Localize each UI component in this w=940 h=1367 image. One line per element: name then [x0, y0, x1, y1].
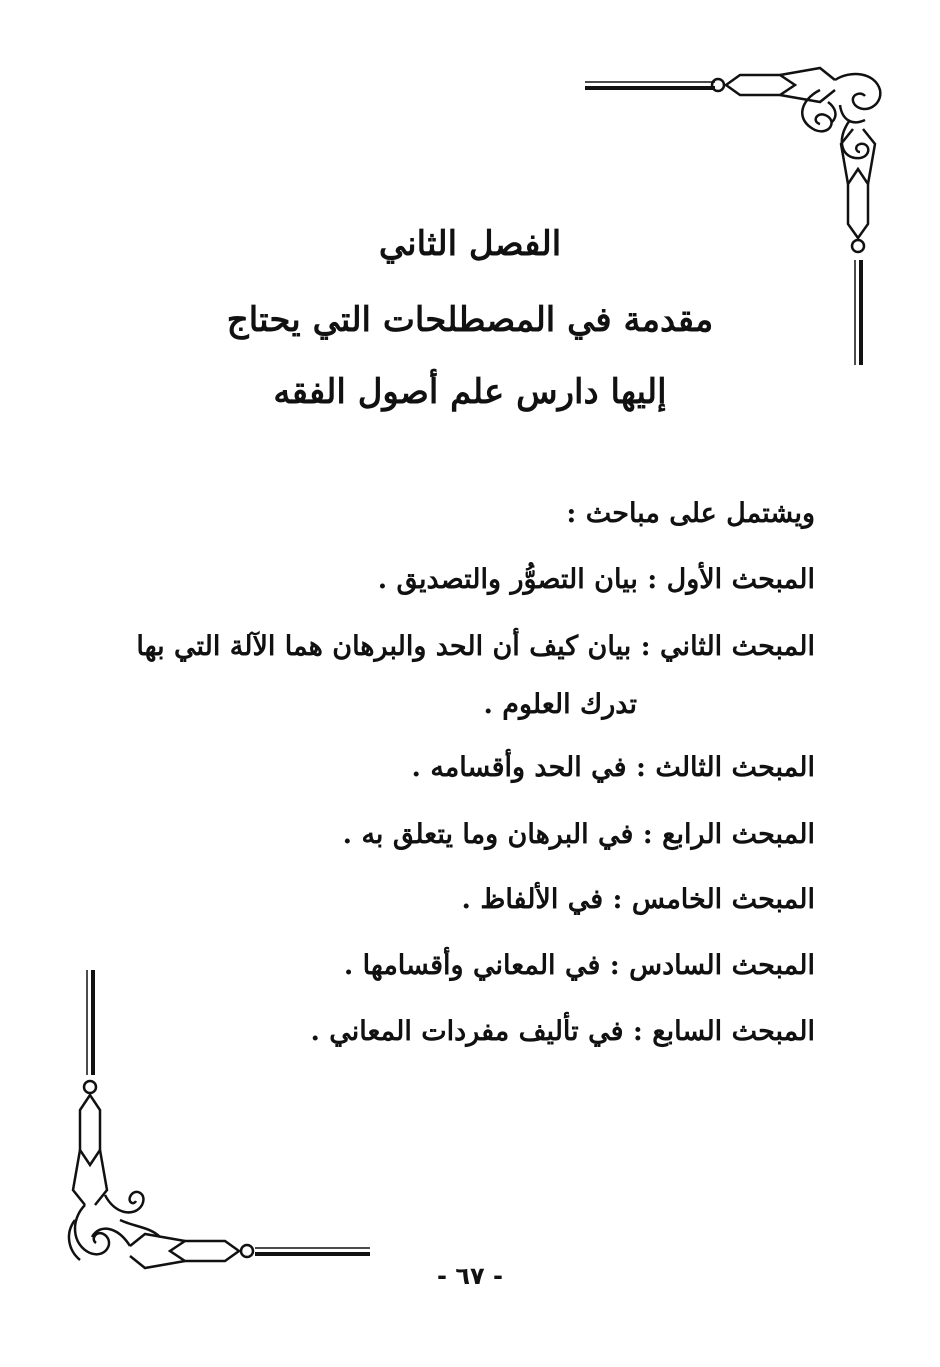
chapter-subtitle-line-1: مقدمة في المصطلحات التي يحتاج	[226, 300, 714, 340]
chapter-title: الفصل الثاني	[378, 224, 562, 264]
section-1: المبحث الأول : بيان التصوُّر والتصديق .	[377, 564, 815, 595]
section-7: المبحث السابع : في تأليف مفردات المعاني .	[310, 1016, 815, 1047]
section-2: المبحث الثاني : بيان كيف أن الحد والبرهان هما الآلة التي بها	[136, 631, 815, 662]
section-6: المبحث السادس : في المعاني وأقسامها .	[343, 950, 815, 981]
section-5: المبحث الخامس : في الألفاظ .	[461, 884, 815, 915]
page-number: - ٦٧ -	[437, 1262, 503, 1290]
intro-text: ويشتمل على مباحث :	[566, 498, 815, 529]
section-4: المبحث الرابع : في البرهان وما يتعلق به .	[342, 819, 815, 850]
section-3: المبحث الثالث : في الحد وأقسامه .	[411, 752, 815, 783]
section-2-continuation: تدرك العلوم .	[483, 689, 637, 720]
chapter-subtitle-line-2: إليها دارس علم أصول الفقه	[273, 372, 667, 412]
